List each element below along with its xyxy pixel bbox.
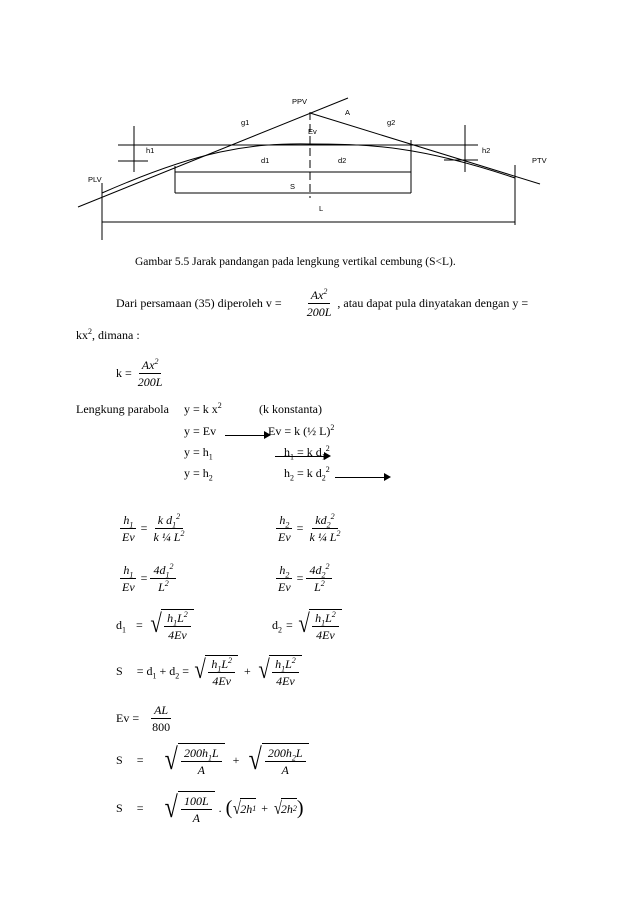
s-equation-3 xyxy=(116,786,304,830)
d2-equation xyxy=(272,605,342,645)
sub: 2 xyxy=(208,473,213,483)
ev-k-half-l: Ev = k (½ L) xyxy=(268,424,331,438)
sub: 2 xyxy=(175,671,180,681)
equals: = xyxy=(136,618,143,632)
plus: + xyxy=(244,664,251,678)
h: h xyxy=(211,656,218,671)
fraction-ax2-200l xyxy=(304,288,335,319)
sup: 2 xyxy=(88,327,92,336)
label-ppv: PPV xyxy=(292,97,308,106)
sub: 2 xyxy=(290,473,294,483)
sqrt-2h2: √ 2h 2 xyxy=(273,798,297,818)
n200h: 200h xyxy=(183,745,208,760)
label-h1: h1 xyxy=(146,146,155,155)
d: d xyxy=(272,618,278,632)
k-d: = k d xyxy=(294,445,322,459)
y-h1 xyxy=(184,445,213,462)
sup: 2 xyxy=(169,561,174,571)
grade-line-g1 xyxy=(78,98,351,207)
four-ev: 4Ev xyxy=(212,673,231,688)
ratio-h1-ev-2 xyxy=(116,560,179,596)
sub: 1 xyxy=(172,519,177,529)
n200h: 200h xyxy=(267,745,292,760)
label-d1: d1 xyxy=(261,156,270,165)
l: L xyxy=(221,656,228,671)
al: AL xyxy=(151,703,171,719)
sub: 2 xyxy=(321,473,326,483)
equals: = xyxy=(136,801,144,815)
sub: 1 xyxy=(152,671,157,681)
label-ev: Ev xyxy=(308,127,317,136)
y-h: y = h xyxy=(184,445,209,459)
sqrt-term-1: √ $\frac{h_1L^2}{4Ev}$ xyxy=(193,655,238,688)
denominator-200l: 200L xyxy=(137,374,163,389)
n800: 800 xyxy=(152,719,171,734)
k-constant-note: (k konstanta) xyxy=(259,402,322,416)
paren-close: ) xyxy=(296,797,304,819)
four-ev: 4Ev xyxy=(316,627,335,642)
label-l: L xyxy=(319,204,324,213)
sqrt-2h1: √ 2h 1 xyxy=(233,798,257,818)
h: h xyxy=(279,512,286,527)
sub: 1 xyxy=(281,663,286,673)
l: L xyxy=(158,579,165,594)
sub: 1 xyxy=(321,452,326,462)
h: h xyxy=(123,562,130,577)
s-label: S xyxy=(116,801,123,815)
sub: 1 xyxy=(217,663,222,673)
kx-text: kx xyxy=(76,328,88,342)
ratio-h2-ev-2 xyxy=(272,560,335,596)
h: h xyxy=(284,445,290,459)
ev: Ev xyxy=(122,529,135,544)
sup: 2 xyxy=(176,511,181,521)
frac-h1-ev xyxy=(119,563,138,594)
a: A xyxy=(281,762,289,777)
intro-text-a: Dari persamaan (35) diperoleh v = xyxy=(116,296,282,310)
intro-line xyxy=(116,285,528,321)
equals: = xyxy=(179,664,190,678)
h: h xyxy=(284,466,290,480)
k-eq-label: k = xyxy=(116,366,132,380)
four-d: 4d xyxy=(153,562,166,577)
y-h2 xyxy=(184,466,213,483)
grade-line-g2 xyxy=(310,113,540,184)
sqrt-200h1l: √ $\frac{200h_1L}{A}$ xyxy=(163,743,224,777)
frac-al-800 xyxy=(149,703,173,734)
label-h2: h2 xyxy=(482,146,491,155)
h2-right xyxy=(284,465,330,483)
equals: = xyxy=(140,571,148,585)
label-plv: PLV xyxy=(88,175,102,184)
label-g1: g1 xyxy=(241,118,250,127)
frac-h2-ev xyxy=(275,513,294,544)
sub: 2 xyxy=(285,519,290,529)
sup: 2 xyxy=(217,401,222,410)
ev-right xyxy=(268,424,334,438)
sub: 2 xyxy=(278,625,282,635)
sub: 2 xyxy=(291,752,296,762)
h: h xyxy=(315,610,322,625)
sub: 1 xyxy=(173,617,178,627)
d-sum xyxy=(136,664,190,681)
plus-d: + d xyxy=(156,664,176,678)
h: h xyxy=(167,610,174,625)
l: L xyxy=(325,610,332,625)
sqrt-d1: √ $\frac{h_1L^2}{4Ev}$ xyxy=(149,609,194,642)
four-ev: 4Ev xyxy=(168,627,187,642)
k-fraction xyxy=(135,358,166,389)
label-s: S xyxy=(290,182,296,191)
arrow-h2 xyxy=(335,472,391,482)
sqrt-100l-a: √ $\frac{100L}{A}$ xyxy=(163,791,214,825)
plus: + xyxy=(232,753,240,767)
sub: 2 xyxy=(321,569,326,579)
frac-h1-ev xyxy=(119,513,138,544)
s-label: S xyxy=(116,664,123,678)
frac-4d1-l2 xyxy=(150,563,176,594)
equals: = xyxy=(296,521,304,535)
sup: 2 xyxy=(180,528,185,538)
ratio-h1-ev-1 xyxy=(116,510,190,546)
numerator-ax: Ax xyxy=(141,357,155,372)
sup: 2 xyxy=(154,356,159,366)
sub: 1 xyxy=(207,752,212,762)
equals: = xyxy=(296,571,304,585)
two-h: 2h xyxy=(280,802,293,816)
kd: kd xyxy=(315,512,327,527)
ev-equation xyxy=(116,700,176,736)
kd: k d xyxy=(157,512,173,527)
sup: 2 xyxy=(164,578,169,588)
sup: 2 xyxy=(330,511,335,521)
l: L xyxy=(211,745,219,760)
plus: + xyxy=(261,801,268,815)
l: L xyxy=(285,656,292,671)
sqrt-term-2: √ $\frac{h_1L^2}{4Ev}$ xyxy=(257,655,302,688)
sup: 2 xyxy=(331,609,336,619)
a: A xyxy=(192,810,200,825)
label-g2: g2 xyxy=(387,118,396,127)
dot: . xyxy=(218,801,222,815)
sup: 2 xyxy=(228,655,232,665)
sup: 2 xyxy=(325,444,330,453)
s-sum-equation xyxy=(116,651,302,691)
d1-label xyxy=(116,618,126,635)
ev: Ev xyxy=(278,579,291,594)
equals: = xyxy=(136,753,144,767)
sup: 2 xyxy=(336,528,341,538)
vertical-curve xyxy=(102,144,515,193)
k-d: = k d xyxy=(294,466,322,480)
sub: 1 xyxy=(208,452,213,462)
k-quarter-l: k ¼ L xyxy=(309,529,337,544)
sub: 1 xyxy=(122,625,126,635)
d1-equation xyxy=(116,605,194,645)
sub: 1 xyxy=(321,617,326,627)
numerator-ax: Ax xyxy=(310,287,324,302)
two-h: 2h xyxy=(240,802,253,816)
sub: 1 xyxy=(165,569,170,579)
sup: 2 xyxy=(291,655,296,665)
denominator-200l: 200L xyxy=(306,304,332,319)
arrow-ev xyxy=(225,430,271,440)
sup: 2 xyxy=(325,561,330,571)
sup: 2 xyxy=(183,609,188,619)
paren-open: ( xyxy=(225,797,233,819)
d: = d xyxy=(136,664,153,678)
sup: 2 xyxy=(320,578,325,588)
frac-kd2-kl xyxy=(306,513,343,544)
y-kx: y = k x xyxy=(184,402,218,416)
k-quarter-l: k ¼ L xyxy=(153,529,181,544)
k-equation xyxy=(116,355,168,391)
label-a: A xyxy=(345,108,351,117)
frac-h2-ev xyxy=(275,563,294,594)
sub: 1 xyxy=(129,569,134,579)
kx2-line xyxy=(76,328,140,342)
label-ptv: PTV xyxy=(532,156,547,165)
label-d2: d2 xyxy=(338,156,347,165)
frac-kd1-kl xyxy=(150,513,187,544)
sqrt-200h2l: √ $\frac{200h_2L}{A}$ xyxy=(247,743,308,777)
n100l: 100L xyxy=(181,794,212,810)
figure-caption: Gambar 5.5 Jarak pandangan pada lengkung vertikal cembung (S<L). xyxy=(135,256,456,268)
vertical-curve-figure xyxy=(0,0,638,250)
a: A xyxy=(197,762,205,777)
four-ev: 4Ev xyxy=(276,673,295,688)
y-h: y = h xyxy=(184,466,209,480)
ev: Ev xyxy=(122,579,135,594)
l: L xyxy=(314,579,321,594)
sub: 1 xyxy=(129,519,134,529)
sup: 2 xyxy=(325,465,330,474)
sup: 2 xyxy=(323,286,328,296)
y-ev: y = Ev xyxy=(184,424,217,438)
dimana-text: , dimana : xyxy=(92,328,140,342)
equals: = xyxy=(140,521,148,535)
sub: 2 xyxy=(285,569,290,579)
s-label: S xyxy=(116,753,123,767)
intro-text-b: , atau dapat pula dinyatakan dengan y = xyxy=(337,296,529,310)
frac-4d2-l2 xyxy=(306,563,332,594)
equals: = xyxy=(286,618,293,632)
l: L xyxy=(295,745,303,760)
parabola-eq xyxy=(184,402,222,416)
sqrt-d2: √ $\frac{h_1L^2}{4Ev}$ xyxy=(297,609,342,642)
parabola-label: Lengkung parabola xyxy=(76,402,169,416)
l: L xyxy=(177,610,184,625)
d: d xyxy=(116,618,122,632)
s-equation-2 xyxy=(116,738,309,782)
h: h xyxy=(279,562,286,577)
sub: 1 xyxy=(290,452,294,462)
h: h xyxy=(123,512,130,527)
sub: 2 xyxy=(326,519,331,529)
h1-right xyxy=(284,444,330,462)
four-d: 4d xyxy=(309,562,322,577)
ev-label: Ev = xyxy=(116,711,140,725)
ratio-h2-ev-1 xyxy=(272,510,346,546)
sup: 2 xyxy=(330,423,335,432)
d2-label xyxy=(272,618,282,635)
h: h xyxy=(275,656,282,671)
ev: Ev xyxy=(278,529,291,544)
